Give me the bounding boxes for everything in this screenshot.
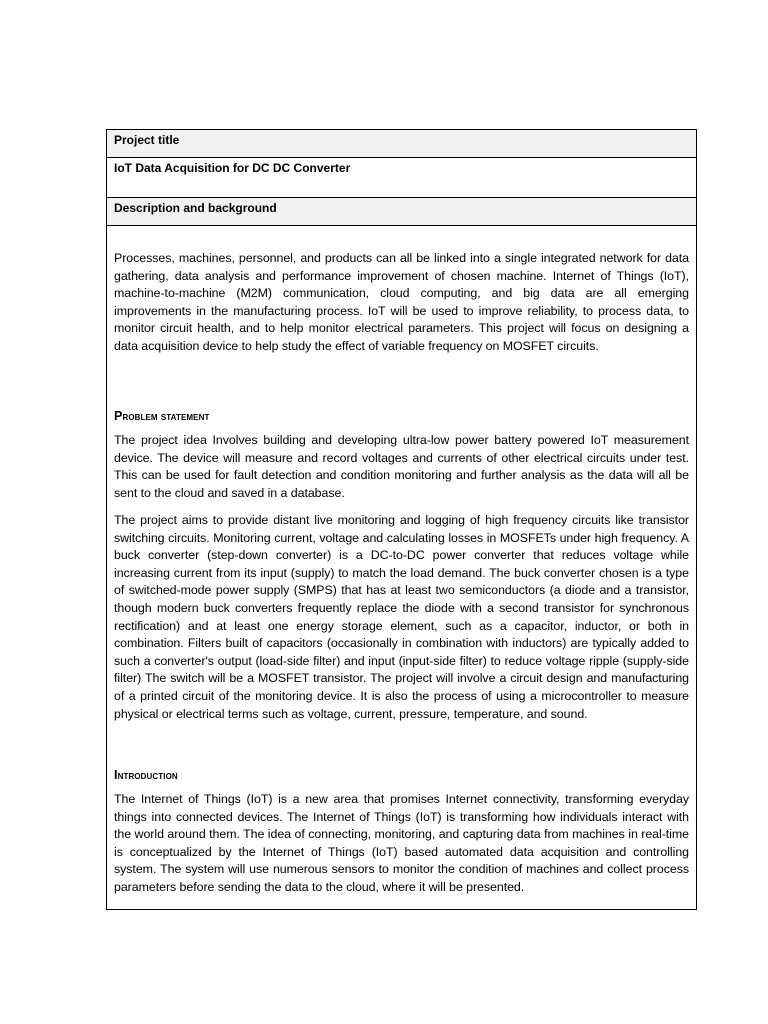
project-table	[106, 129, 697, 910]
description-block	[114, 250, 689, 356]
introduction-heading-block	[114, 768, 689, 782]
description-body	[107, 226, 696, 909]
project-title-label: Project title	[114, 133, 180, 147]
description-label-row	[107, 198, 696, 226]
description-paragraph: Processes, machines, personnel, and products can all be linked into a single integrated network for data gathering, data analysis and performance improvement of chosen machine. Internet of Things (IoT), machine-to-machine (M2M) communication, cloud computing, and big data are all emerging improvements in the manufacturing process. IoT will be used to improve reliability, to process data, to monitor circuit health, and to help monitor electrical parameters. This project will focus on designing a data acquisition device to help study the effect of variable frequency on MOSFET circuits.	[114, 251, 689, 353]
project-title-value: IoT Data Acquisition for DC DC Converter	[114, 161, 351, 175]
problem-statement-paragraph: The project idea Involves building and developing ultra-low power battery powered IoT measurement device. The device will measure and record voltages and currents of other electrical circuits under test. This can be used for fault detection and condition monitoring and further analysis as the data will all be sent to the cloud and saved in a database.	[114, 433, 689, 500]
problem-statement-block-1	[114, 432, 689, 502]
problem-statement-paragraph: The project aims to provide distant live monitoring and logging of high frequency circuits like transistor switching circuits. Monitoring current, voltage and calculating losses in MOSFETs under high frequency. A buck converter (step-down converter) is a DC-to-DC power converter that reduces voltage while increasing current from its input (supply) to match the load demand. The buck converter chosen is a type of switched-mode power supply (SMPS) that has at least two semiconductors (a diode and a transistor, though modern buck converters frequently replace the diode with a second transistor for synchronous rectification) and at least one energy storage element, such as a capacitor, inductor, or both in combination. Filters built of capacitors (occasionally in combination with inductors) are typically added to such a converter's output (load-side filter) and input (input-side filter) to reduce voltage ripple (supply-side filter) The switch will be a MOSFET transistor. The project will involve a circuit design and manufacturing of a printed circuit of the monitoring device. It is also the process of using a microcontroller to measure physical or electrical terms such as voltage, current, pressure, temperature, and sound.	[114, 513, 689, 721]
project-title-label-row	[107, 130, 696, 158]
introduction-paragraph: The Internet of Things (IoT) is a new area that promises Internet connectivity, transforming everyday things into connected devices. The Internet of Things (IoT) is transforming how individuals interact with the world around them. The idea of connecting, monitoring, and capturing data from machines in real-time is conceptualized by the Internet of Things (IoT) based automated data acquisition and controlling system. The system will use numerous sensors to monitor the condition of machines and collect process parameters before sending the data to the cloud, where it will be presented.	[114, 792, 689, 894]
problem-statement-heading-block	[114, 409, 689, 423]
problem-statement-block-2	[114, 512, 689, 723]
introduction-heading: Introduction	[114, 768, 178, 782]
description-label: Description and background	[114, 201, 277, 215]
project-title-value-row	[107, 158, 696, 198]
introduction-block	[114, 791, 689, 897]
problem-statement-heading: Problem statement	[114, 409, 210, 423]
